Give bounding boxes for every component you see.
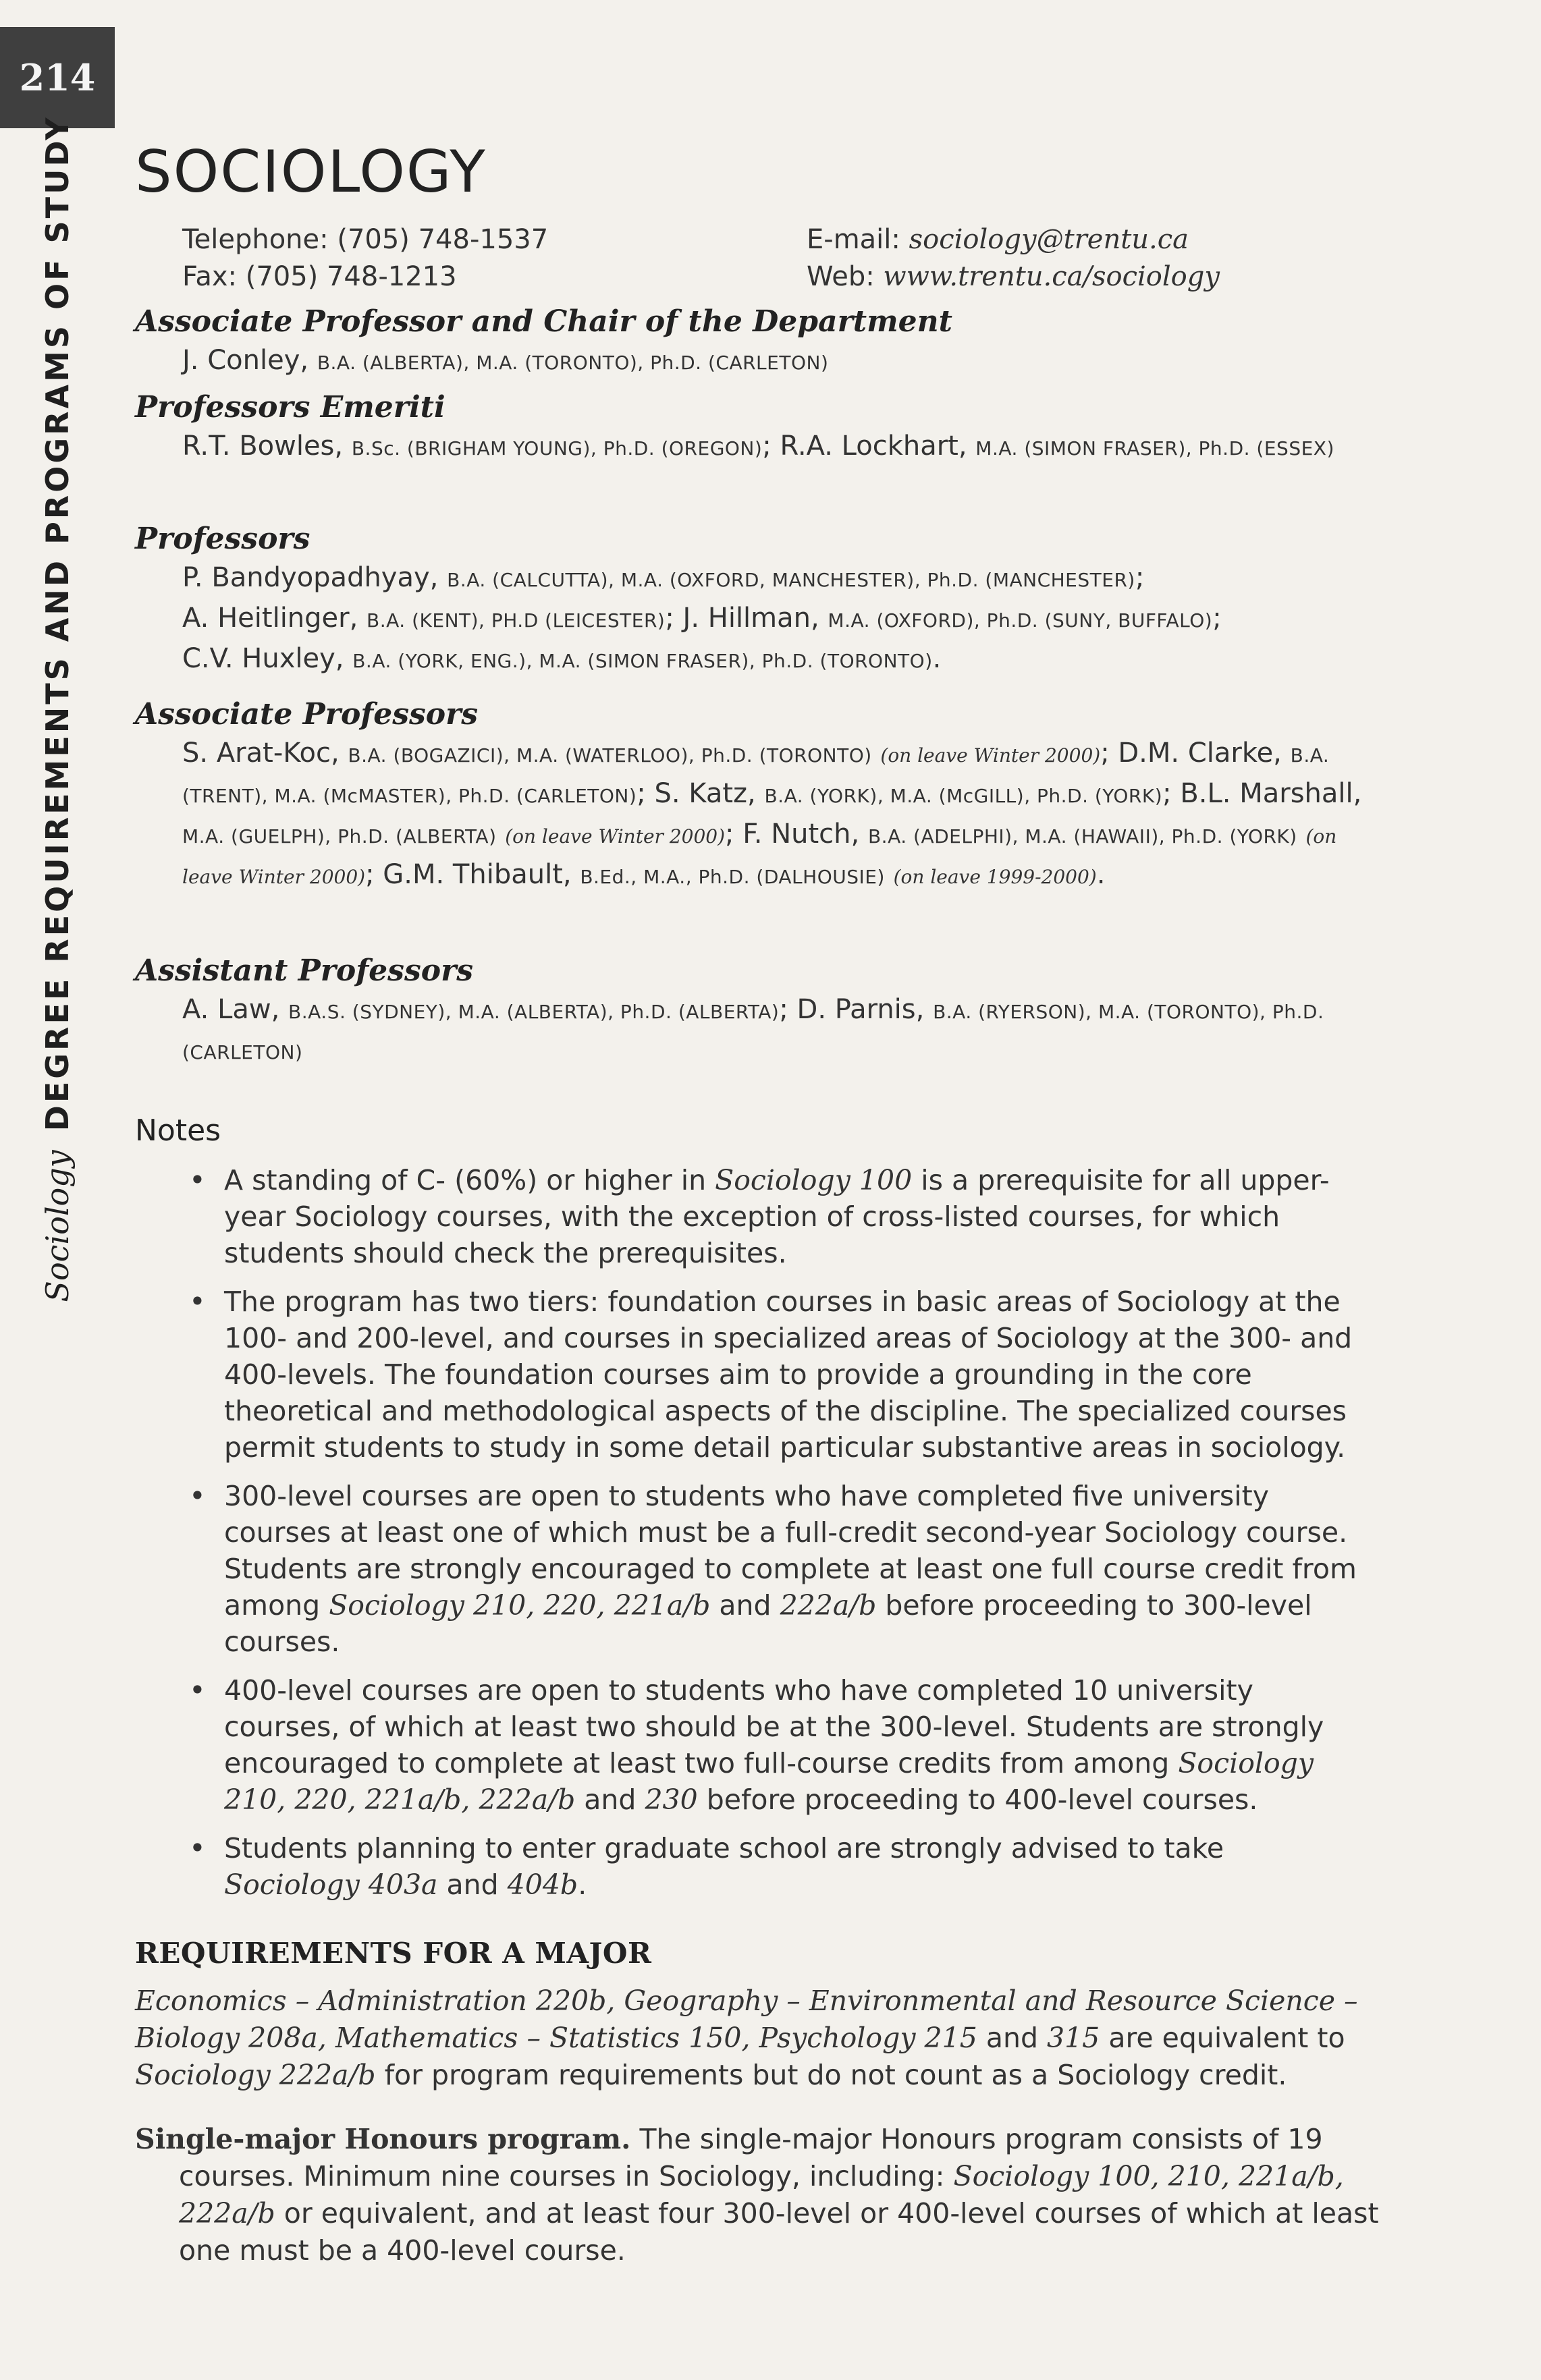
faculty-heading: Professors Emeriti: [135, 390, 445, 424]
faculty-assistant-professors: [135, 951, 1390, 1072]
note-item: • 400-level courses are open to students who have completed 10 university courses, of which at least two should be at the 300-level. Students are strongly encouraged to complete at least two full-course credits from among Sociology 210, 220, 221a/b, 222a/b and 230 before proceeding to 400-level courses.: [189, 1672, 1363, 1818]
sidebar-section: DEGREE REQUIREMENTS AND PROGRAMS OF STUDY: [39, 115, 76, 1132]
note-item: • The program has two tiers: foundation courses in basic areas of Sociology at the 100- and 200-level, and courses in specialized areas of Sociology at the 300- and 400-levels. The foundation courses aim to provide a grounding in the core theoretical and methodological aspects of the discipline. The specialized courses permit students to study in some detail particular substantive areas in sociology.: [189, 1283, 1363, 1466]
faculty-members: A. Law, B.A.S. (SYDNEY), M.A. (ALBERTA), Ph.D. (ALBERTA); D. Parnis, B.A. (RYERSON), M.A. (TORONTO), Ph.D. (CARLETON): [182, 994, 1324, 1063]
program-name: Single-major Honours program.: [135, 2123, 631, 2155]
contact-online-block: [807, 221, 1220, 296]
faculty-chair: [135, 302, 1390, 382]
faculty-professors: [135, 520, 1390, 680]
faculty-heading: Associate Professors: [135, 697, 479, 731]
notes-heading: Notes: [135, 1113, 221, 1148]
faculty-emeriti: [135, 388, 1390, 468]
faculty-heading: Assistant Professors: [135, 953, 474, 988]
contact-phone-block: [182, 221, 548, 296]
fax: Fax: (705) 748-1213: [182, 261, 457, 292]
faculty-members: J. Conley, B.A. (ALBERTA), M.A. (TORONTO), Ph.D. (CARLETON): [182, 345, 829, 376]
requirements-intro: Economics – Administration 220b, Geography – Environmental and Resource Science – Biology 208a, Mathematics – Statistics 150, Psychology 215 and 315 are equivalent to Sociology 222a/b for program requirements but do not count as a Sociology credit.: [135, 1985, 1358, 2091]
web-link[interactable]: www.trentu.ca/sociology: [883, 261, 1220, 292]
faculty-heading: Professors: [135, 522, 310, 556]
notes-list: [189, 1162, 1363, 1915]
faculty-associate-professors: [135, 695, 1390, 896]
note-item: • A standing of C- (60%) or higher in Sociology 100 is a prerequisite for all upper-year Sociology courses, with the exception of cross-listed courses, for which students should check the prerequisites.: [189, 1162, 1363, 1271]
note-item: • Students planning to enter graduate school are strongly advised to take Sociology 403a and 404b.: [189, 1830, 1363, 1903]
program-description: [135, 2121, 1421, 2269]
requirements-heading: REQUIREMENTS FOR A MAJOR: [135, 1937, 652, 1970]
faculty-members: S. Arat-Koc, B.A. (BOGAZICI), M.A. (WATERLOO), Ph.D. (TORONTO) (on leave Winter 2000); D.M. Clarke, B.A. (TRENT), M.A. (McMASTER), Ph.D. (CARLETON); S. Katz, B.A. (YORK), M.A. (McGILL), Ph.D. (YORK); B.L. Marshall, M.A. (GUELPH), Ph.D. (ALBERTA) (on leave Winter 2000); F. Nutch, B.A. (ADELPHI), M.A. (HAWAII), Ph.D. (YORK) (on leave Winter 2000); G.M. Thibault, B.Ed., M.A., Ph.D. (DALHOUSIE) (on leave 1999-2000).: [182, 738, 1362, 890]
telephone: Telephone: (705) 748-1537: [182, 224, 549, 255]
sidebar-running-head: [20, 115, 94, 1302]
faculty-members: R.T. Bowles, B.Sc. (BRIGHAM YOUNG), Ph.D. (OREGON); R.A. Lockhart, M.A. (SIMON FRASER), Ph.D. (ESSEX): [182, 431, 1334, 462]
faculty-heading: Associate Professor and Chair of the Department: [135, 304, 952, 339]
email-line: E-mail: sociology@trentu.ca: [807, 224, 1189, 255]
page-number: 214: [0, 27, 115, 128]
program-text: The single-major Honours program consists of 19 courses. Minimum nine courses in Sociology, including: Sociology 100, 210, 221a/b, 222a/b or equivalent, and at least four 300-level or 400-level courses of which at least one must be a 400-level course.: [179, 2123, 1379, 2267]
faculty-members: P. Bandyopadhyay, B.A. (CALCUTTA), M.A. (OXFORD, MANCHESTER), Ph.D. (MANCHESTER); A. Heitlinger, B.A. (KENT), PH.D (LEICESTER); J. Hillman, M.A. (OXFORD), Ph.D. (SUNY, BUFFALO); C.V. Huxley, B.A. (YORK, ENG.), M.A. (SIMON FRASER), Ph.D. (TORONTO).: [182, 562, 1222, 674]
sidebar-subject: Sociology: [39, 1150, 76, 1302]
note-item: • 300-level courses are open to students who have completed five university courses at least one of which must be a full-credit second-year Sociology course. Students are strongly encouraged to complete at least one full course credit from among Sociology 210, 220, 221a/b and 222a/b before proceeding to 300-level courses.: [189, 1478, 1363, 1660]
email-link[interactable]: sociology@trentu.ca: [909, 224, 1189, 255]
page-title: SOCIOLOGY: [135, 138, 487, 206]
web-line: Web: www.trentu.ca/sociology: [807, 261, 1220, 292]
